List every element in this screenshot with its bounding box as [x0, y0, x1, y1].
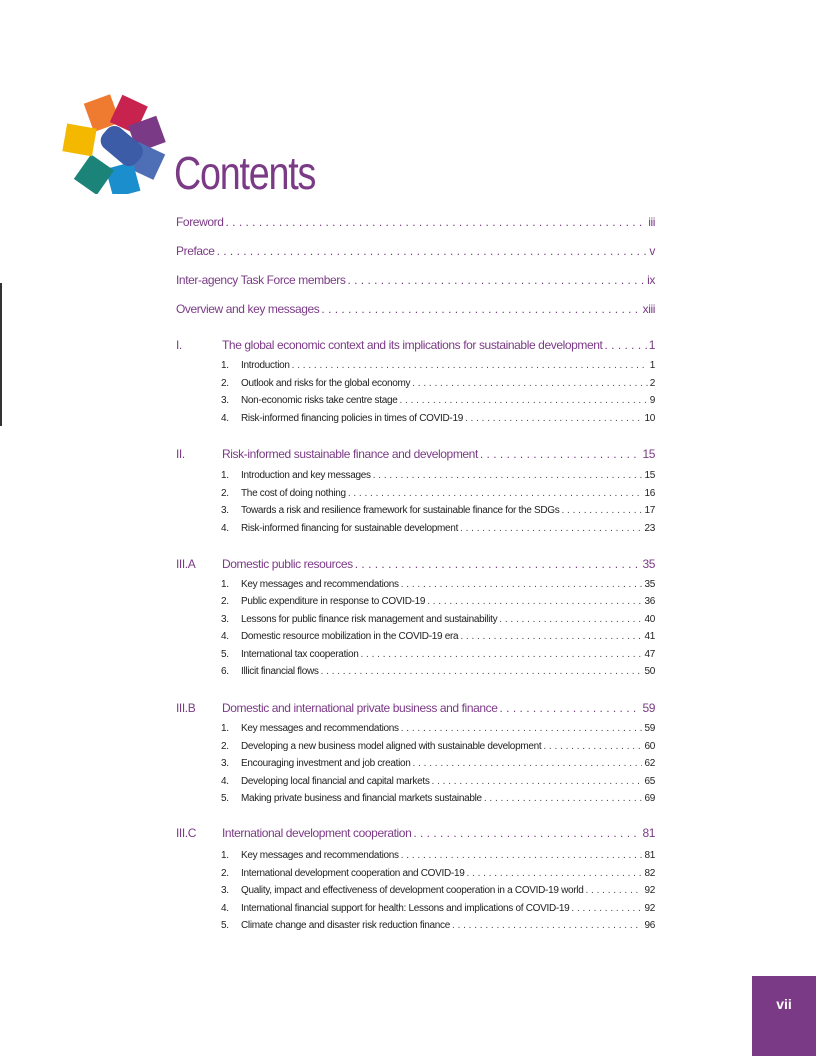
section-page: 40 — [644, 613, 655, 625]
section-number: 1. — [221, 579, 229, 590]
section-label: Introduction — [241, 360, 290, 371]
leader-dots — [543, 741, 642, 752]
section-title-line — [241, 614, 655, 625]
section-number: 3. — [221, 758, 229, 770]
section-label: Public expenditure in response to COVID-19 — [241, 596, 426, 608]
leader-dots — [427, 596, 642, 607]
leader-dots — [413, 826, 640, 840]
section-title-line — [241, 741, 655, 752]
section-label: Quality, impact and effectiveness of development cooperation in a COVID-19 world — [241, 885, 584, 897]
section-label: Non-economic risks take centre stage — [241, 395, 398, 407]
section-label: Developing local financial and capital markets — [241, 775, 430, 787]
leader-dots — [452, 920, 642, 931]
section-title-line — [241, 505, 655, 516]
section-number: 2. — [221, 867, 229, 879]
section-page: 9 — [649, 395, 655, 407]
chapter-number: I. — [176, 338, 182, 352]
section-label: Developing a new business model aligned with sustainable development — [241, 740, 542, 752]
section-number: 3. — [221, 395, 229, 407]
chapter-label: Risk-informed sustainable finance and development — [222, 447, 478, 461]
section-number: 3. — [221, 613, 229, 625]
section-entry[interactable] — [176, 614, 655, 628]
section-number: 3. — [221, 505, 229, 516]
section-title-line — [241, 776, 655, 787]
section-page: 10 — [644, 413, 655, 425]
section-label: Risk-informed financing policies in times of COVID-19 — [241, 413, 463, 425]
section-title-line — [241, 868, 655, 879]
section-entry[interactable] — [176, 885, 655, 899]
section-page: 59 — [644, 723, 655, 734]
leader-dots — [401, 579, 643, 590]
section-number: 2. — [221, 487, 229, 499]
section-title-line — [241, 413, 655, 424]
section-number: 2. — [221, 740, 229, 752]
section-number: 3. — [221, 885, 229, 897]
section-label: Key messages and recommendations — [241, 723, 399, 734]
section-page: 60 — [644, 740, 655, 752]
chapter-number: III.B — [176, 701, 196, 715]
section-label: Outlook and risks for the global economy — [241, 377, 411, 389]
leader-dots — [484, 793, 643, 804]
chapter-entry[interactable] — [176, 338, 655, 354]
chapter-label: Domestic and international private business and finance — [222, 701, 498, 715]
section-title-line — [241, 579, 655, 590]
chapter-page: 81 — [642, 826, 655, 840]
section-title-line — [241, 488, 655, 499]
section-entry[interactable] — [176, 793, 655, 807]
chapter-page: 1 — [648, 338, 655, 352]
chapter-title-line — [222, 338, 655, 352]
leader-dots — [401, 723, 643, 734]
section-page: 69 — [644, 793, 655, 805]
leader-dots — [412, 378, 648, 389]
section-title-line — [241, 395, 655, 406]
section-label: International financial support for health: Lessons and implications of COVID-19 — [241, 902, 570, 914]
section-label: The cost of doing nothing — [241, 487, 346, 499]
leader-dots — [571, 903, 642, 914]
toc-entry[interactable] — [176, 302, 655, 316]
section-title-line — [241, 793, 655, 804]
page-title: Contents — [174, 147, 316, 199]
toc-entry-label: Inter-agency Task Force members — [176, 273, 346, 287]
chapter-page: 59 — [642, 701, 655, 715]
section-page: 1 — [649, 360, 655, 371]
chapter-label: Domestic public resources — [222, 557, 353, 571]
section-number: 2. — [221, 377, 229, 389]
section-entry[interactable] — [176, 850, 655, 864]
section-label: Encouraging investment and job creation — [241, 758, 411, 770]
section-page: 17 — [644, 505, 655, 516]
section-number: 4. — [221, 522, 229, 534]
section-entry[interactable] — [176, 523, 655, 537]
section-title-line — [241, 666, 655, 677]
leader-dots — [347, 273, 645, 287]
section-entry[interactable] — [176, 666, 655, 680]
section-label: Climate change and disaster risk reduction finance — [241, 920, 451, 932]
chapter-entry[interactable] — [176, 826, 655, 842]
section-title-line — [241, 885, 655, 896]
section-number: 1. — [221, 470, 229, 481]
section-label: International tax cooperation — [241, 648, 359, 660]
section-label: Towards a risk and resilience framework for sustainable finance for the SDGs — [241, 505, 560, 516]
page-number: vii — [776, 996, 792, 1012]
section-entry[interactable] — [176, 920, 655, 934]
chapter-entry[interactable] — [176, 557, 655, 573]
leader-dots — [361, 649, 643, 660]
leader-dots — [499, 614, 642, 625]
toc-entry-label: Foreword — [176, 215, 224, 229]
section-title-line — [241, 850, 655, 861]
section-page: 2 — [649, 377, 655, 389]
section-page: 23 — [644, 522, 655, 534]
section-title-line — [241, 378, 655, 389]
section-page: 65 — [644, 775, 655, 787]
leader-dots — [480, 447, 641, 461]
toc-entry-page: xiii — [642, 302, 655, 316]
section-number: 4. — [221, 902, 229, 914]
leader-dots — [561, 505, 642, 516]
section-page: 36 — [644, 596, 655, 608]
section-label: Risk-informed financing for sustainable development — [241, 522, 459, 534]
section-label: Introduction and key messages — [241, 470, 371, 481]
leader-dots — [217, 244, 648, 258]
section-entry[interactable] — [176, 505, 655, 519]
leader-dots — [400, 395, 648, 406]
section-number: 1. — [221, 850, 229, 861]
section-page: 15 — [644, 470, 655, 481]
section-page: 92 — [644, 885, 655, 897]
leader-dots — [321, 666, 643, 677]
section-page: 82 — [644, 867, 655, 879]
toc-entry[interactable] — [176, 215, 655, 229]
section-page: 16 — [644, 487, 655, 499]
section-page: 35 — [644, 579, 655, 590]
section-entry[interactable] — [176, 776, 655, 790]
leader-dots — [460, 523, 642, 534]
section-title-line — [241, 523, 655, 534]
toc-entry-page: iii — [648, 215, 655, 229]
leader-dots — [466, 868, 642, 879]
section-title-line — [241, 903, 655, 914]
section-entry[interactable] — [176, 360, 655, 374]
section-title-line — [241, 596, 655, 607]
section-number: 5. — [221, 793, 229, 805]
section-entry[interactable] — [176, 413, 655, 427]
leader-dots — [401, 850, 643, 861]
chapter-entry[interactable] — [176, 447, 655, 463]
section-title-line — [241, 920, 655, 931]
section-label: Lessons for public finance risk management and sustainability — [241, 613, 498, 625]
chapter-title-line — [222, 701, 655, 715]
leader-dots — [605, 338, 647, 352]
section-page: 96 — [644, 920, 655, 932]
chapter-entry[interactable] — [176, 701, 655, 717]
section-entry[interactable] — [176, 649, 655, 663]
section-number: 4. — [221, 775, 229, 787]
section-entry[interactable] — [176, 488, 655, 502]
section-number: 4. — [221, 631, 229, 643]
section-number: 5. — [221, 648, 229, 660]
toc-entry-page: v — [649, 244, 655, 258]
section-label: Key messages and recommendations — [241, 579, 399, 590]
section-page: 47 — [644, 648, 655, 660]
section-page: 92 — [644, 902, 655, 914]
section-title-line — [241, 758, 655, 769]
leader-dots — [348, 488, 643, 499]
section-entry[interactable] — [176, 631, 655, 645]
section-title-line — [241, 360, 655, 371]
leader-dots — [413, 758, 643, 769]
section-title-line — [241, 631, 655, 642]
leader-dots — [586, 885, 643, 896]
section-page: 62 — [644, 758, 655, 770]
toc-entry[interactable] — [176, 273, 655, 287]
section-page: 50 — [644, 666, 655, 677]
section-entry[interactable] — [176, 470, 655, 484]
leader-dots — [373, 470, 643, 481]
section-entry[interactable] — [176, 903, 655, 917]
section-number: 6. — [221, 666, 229, 677]
section-number: 1. — [221, 360, 229, 371]
section-title-line — [241, 470, 655, 481]
section-entry[interactable] — [176, 758, 655, 772]
section-title-line — [241, 649, 655, 660]
section-entry[interactable] — [176, 378, 655, 392]
leader-dots — [465, 413, 643, 424]
section-number: 4. — [221, 413, 229, 425]
chapter-label: International development cooperation — [222, 826, 412, 840]
toc-entry-label: Preface — [176, 244, 215, 258]
toc-entry-page: ix — [647, 273, 655, 287]
leader-dots — [355, 557, 641, 571]
section-entry[interactable] — [176, 723, 655, 737]
section-title-line — [241, 723, 655, 734]
section-label: Key messages and recommendations — [241, 850, 399, 861]
chapter-title-line — [222, 447, 655, 461]
leader-dots — [225, 215, 646, 229]
chapter-number: III.A — [176, 557, 196, 571]
section-entry[interactable] — [176, 395, 655, 409]
toc-entry-label: Overview and key messages — [176, 302, 320, 316]
leader-dots — [500, 701, 641, 715]
margin-rule — [0, 283, 2, 426]
section-page: 41 — [644, 631, 655, 643]
section-number: 2. — [221, 596, 229, 608]
chapter-number: III.C — [176, 826, 197, 840]
chapter-label: The global economic context and its implications for sustainable development — [222, 338, 603, 352]
section-number: 1. — [221, 723, 229, 734]
chapter-page: 15 — [642, 447, 655, 461]
section-label: Illicit financial flows — [241, 666, 319, 677]
leader-dots — [292, 360, 648, 371]
section-label: Making private business and financial markets sustainable — [241, 793, 482, 805]
section-entry[interactable] — [176, 596, 655, 610]
toc-entry[interactable] — [176, 244, 655, 258]
chapter-title-line — [222, 826, 655, 840]
page-number-tab — [752, 976, 816, 1056]
chapter-page: 35 — [642, 557, 655, 571]
section-entry[interactable] — [176, 868, 655, 882]
chapter-number: II. — [176, 447, 185, 461]
logo-icon — [62, 94, 166, 194]
leader-dots — [432, 776, 643, 787]
section-label: International development cooperation and COVID-19 — [241, 867, 465, 879]
section-entry[interactable] — [176, 741, 655, 755]
leader-dots — [321, 302, 640, 316]
chapter-title-line — [222, 557, 655, 571]
section-label: Domestic resource mobilization in the COVID-19 era — [241, 631, 459, 643]
section-number: 5. — [221, 920, 229, 932]
leader-dots — [460, 631, 642, 642]
section-page: 81 — [644, 850, 655, 861]
section-entry[interactable] — [176, 579, 655, 593]
